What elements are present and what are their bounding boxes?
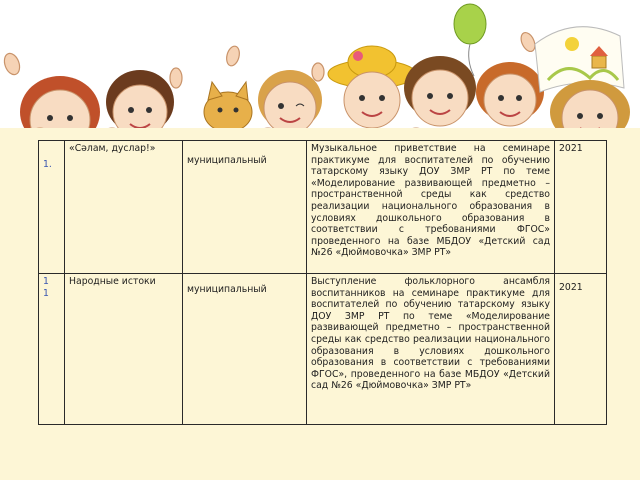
event-level: муниципальный [183, 141, 307, 274]
row-number: 11 [39, 274, 65, 425]
event-level: муниципальный [183, 274, 307, 425]
table-row [39, 274, 607, 425]
event-description: Выступление фольклорного ансамбля воспитанников на семинаре практикуме для воспитателей по обучению татарскому языку ДОУ ЗМР РТ по теме «Моделирование развивающей предметно – пространственной среды как средство реализации национального образования в условиях дошкольного образования в соответствии с требованиями ФГОС», проведенного на базе МБДОУ «Детский сад №26 «Дюймовочка» ЗМР РТ» [307, 274, 555, 425]
table-row [39, 141, 607, 274]
event-year: 2021 [555, 274, 607, 425]
event-title: «Сәлам, дуслар!» [65, 141, 183, 274]
house-icon [592, 56, 606, 68]
event-title: Народные истоки [65, 274, 183, 425]
event-description: Музыкальное приветствие на семинаре практикуме для воспитателей по обучению татарскому языку ДОУ ЗМР РТ по теме «Моделирование развивающей предметно – пространственной среды как средство реализации национального образования в условиях дошкольного образования в соответствии с требованиями ФГОС» проведенного на базе МБДОУ «Детский сад №26 «Дюймовочка» ЗМР РТ» [307, 141, 555, 274]
sun-icon [565, 37, 579, 51]
row-number: 1. [39, 141, 65, 274]
event-year: 2021 [555, 141, 607, 274]
events-table [38, 140, 607, 425]
